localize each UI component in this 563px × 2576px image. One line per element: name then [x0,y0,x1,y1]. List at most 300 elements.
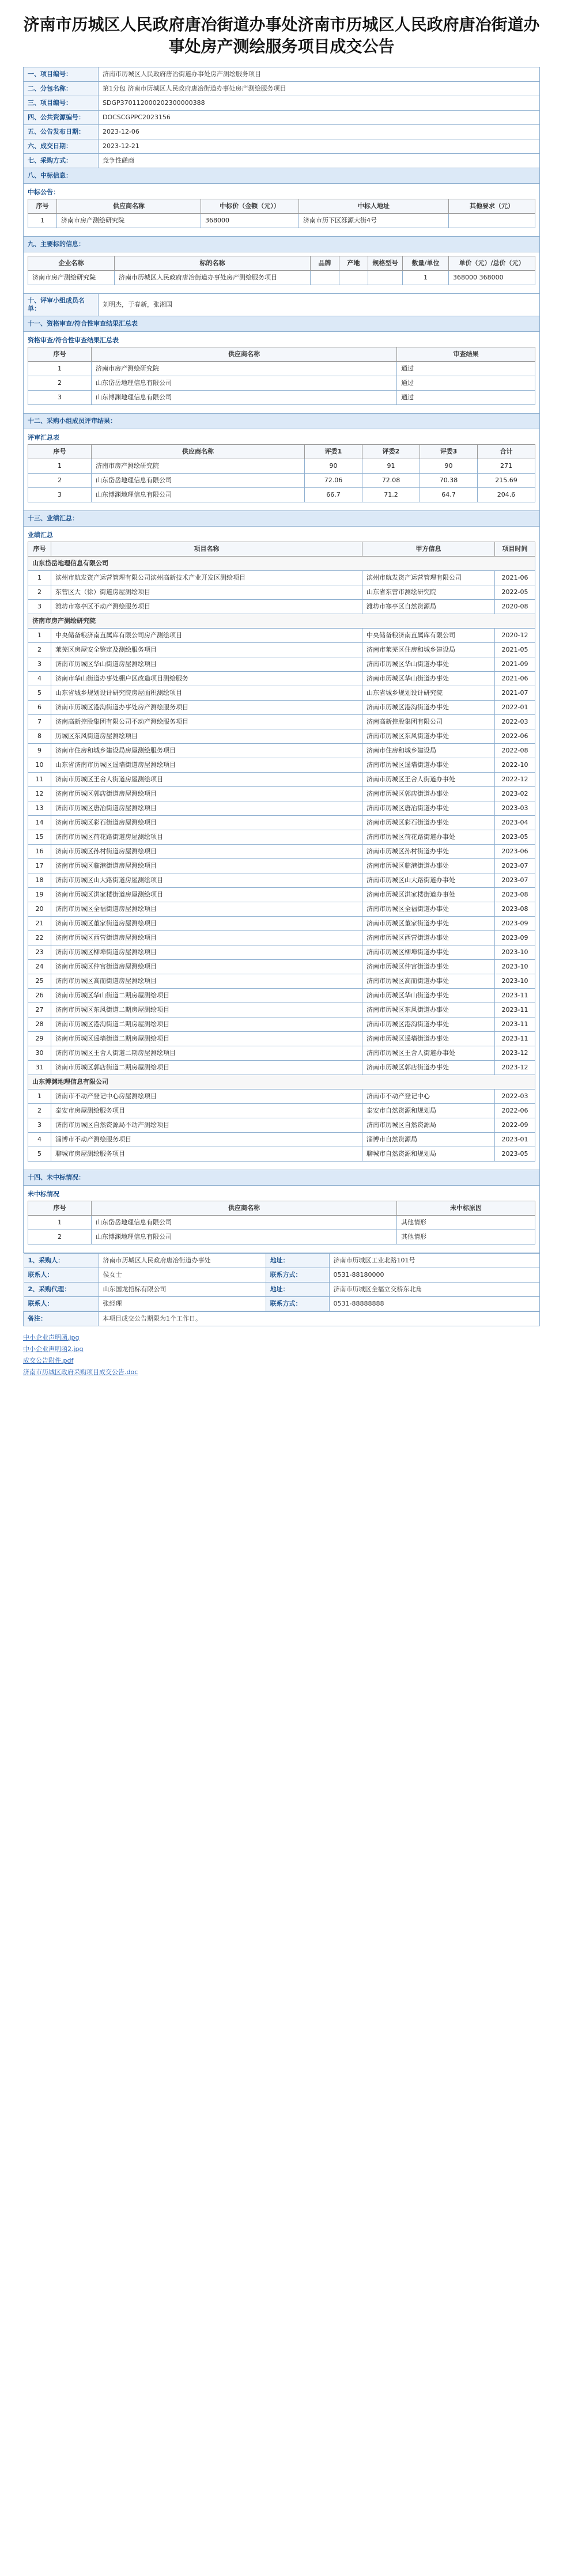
table-cell: 2023-06 [495,845,535,859]
table-cell: 2022-09 [495,1118,535,1133]
table-cell: 济南高新控股集团有限公司 [362,715,495,729]
table-cell: 14 [28,816,51,830]
table-cell: 济南市历城区荷花路街道办事处 [362,830,495,845]
table-row [28,376,535,391]
table-row [28,744,535,758]
table-cell: 2021-05 [495,643,535,657]
table-row [28,715,535,729]
table-cell: 济南市房产测绘研究院 [92,459,305,474]
table-row [28,1032,535,1046]
column-header: 供应商名称 [92,445,305,459]
table-cell: 26 [28,989,51,1003]
contact-value: 济南市历城区工业北路101号 [329,1254,539,1268]
column-header: 序号 [28,542,51,557]
table-cell: 济南市历城区郭店街道办事处 [362,787,495,801]
column-header: 产地 [339,256,368,271]
table-cell: 19 [28,888,51,902]
table-cell: 28 [28,1017,51,1032]
table-cell: 1 [403,271,449,285]
table-row [28,271,535,285]
info-value: 第1分包 济南市历城区人民政府唐冶街道办事处房产测绘服务项目 [99,82,540,96]
table-row [28,917,535,931]
losers-table [28,1201,535,1245]
table-cell: 通过 [397,391,535,405]
attachment-link[interactable]: 中小企业声明函2.jpg [23,1345,84,1353]
info-row [24,154,540,168]
table-header-row [28,347,535,362]
table-cell: 通过 [397,362,535,376]
award-table [28,199,535,228]
table-cell: 济南市历城区港沟街道办事处房产测绘服务项目 [51,701,362,715]
table-cell: 3 [28,657,51,672]
table-row [28,629,535,643]
info-value: 2023-12-06 [99,125,540,139]
basic-info [24,67,540,168]
info-row [24,125,540,139]
table-cell: 2023-10 [495,945,535,960]
table-cell: 11 [28,773,51,787]
table-header-row [28,199,535,214]
remark-label: 备注： [24,1312,99,1326]
table-cell: 2023-11 [495,1032,535,1046]
contact-label: 2、采购代理： [24,1283,99,1297]
table-cell: 5 [28,686,51,701]
table-cell: 济南市历城区临港街道办事处 [362,859,495,873]
table-cell: 济南市历城区王舍人街道房屋测绘项目 [51,773,362,787]
table-cell: 2021-09 [495,657,535,672]
table-row [28,931,535,945]
table-cell: 72.06 [305,474,362,488]
table-cell: 2022-12 [495,773,535,787]
group-name: 山东岱岳地理信息有限公司 [28,557,535,571]
performance-table [28,542,535,1162]
table-cell: 2022-08 [495,744,535,758]
contact-label: 地址： [266,1254,329,1268]
table-row [28,1216,535,1230]
table-cell: 其他情形 [397,1216,535,1230]
table-cell: 聊城市房屋测绘服务项目 [51,1147,362,1162]
table-cell: 济南市历城区高而街道房屋测绘项目 [51,974,362,989]
table-cell [449,214,535,228]
section-items-label: 九、主要标的信息： [24,237,540,252]
table-cell: 济南市房产测绘研究院 [57,214,201,228]
table-row [28,1147,535,1162]
contact-label: 1、采购人： [24,1254,99,1268]
attachment-link[interactable]: 成交公告附件.pdf [23,1357,74,1364]
table-row [28,816,535,830]
table-row [28,859,535,873]
table-cell: 23 [28,945,51,960]
table-row [28,686,535,701]
table-cell: 4 [28,1133,51,1147]
table-cell: 济南市历城区洪家楼街道房屋测绘项目 [51,888,362,902]
attachments-list [23,1326,540,1378]
table-row [28,1230,535,1245]
column-header: 甲方信息 [362,542,495,557]
column-header: 评委3 [420,445,478,459]
award-sub: 中标公告： [28,188,59,196]
table-cell: 1 [28,214,57,228]
table-cell: 历城区东风街道房屋测绘项目 [51,729,362,744]
table-cell: 368000 [201,214,299,228]
table-cell: 济南市不动产登记中心房屋测绘项目 [51,1090,362,1104]
table-row [28,571,535,585]
table-cell: 济南市历城区郭店街道办事处 [362,1061,495,1075]
table-cell: 济南市历城区郭店街道房屋测绘项目 [51,787,362,801]
table-cell: 2 [28,585,51,600]
page-title: 济南市历城区人民政府唐冶街道办事处济南市历城区人民政府唐冶街道办事处房产测绘服务项目成交公告 [23,15,540,56]
table-cell: 2 [28,474,92,488]
table-cell: 济南市历城区遥墙街道办事处 [362,758,495,773]
table-cell: 济南市历城区港沟街道办事处 [362,1017,495,1032]
table-row [28,488,535,502]
table-cell: 1 [28,571,51,585]
column-header: 序号 [28,347,92,362]
column-header: 审查结果 [397,347,535,362]
section-items [24,252,540,294]
table-cell: 1 [28,1216,92,1230]
column-header: 中标人地址 [299,199,449,214]
contacts-table [24,1253,540,1311]
table-cell: 济南市历城区王舍人街道办事处 [362,773,495,787]
info-label: 七、采购方式： [24,154,99,168]
table-cell: 通过 [397,376,535,391]
table-cell [368,271,403,285]
attachment-link[interactable]: 济南市历城区政府采购项目成交公告.doc [23,1368,138,1376]
table-cell: 济南市历城区西营街道房屋测绘项目 [51,931,362,945]
table-cell: 济南市历城区全福街道办事处 [362,902,495,917]
table-cell: 2023-01 [495,1133,535,1147]
table-cell: 2 [28,376,92,391]
table-cell: 2022-06 [495,1104,535,1118]
contact-value: 0531-88180000 [329,1268,539,1283]
info-value: SDGP370112000202300000388 [99,96,540,111]
table-cell: 济南市莱芜区住房和城乡建设局 [362,643,495,657]
table-cell: 济南市历城区遥墙街道二期房屋测绘项目 [51,1032,362,1046]
column-header: 标的名称 [115,256,311,271]
table-cell: 济南市历城区仲宫街道办事处 [362,960,495,974]
table-cell: 济南市历城区西营街道办事处 [362,931,495,945]
column-header: 项目名称 [51,542,362,557]
table-cell: 204.6 [478,488,535,502]
table-cell: 济南市历城区华山街道房屋测绘项目 [51,657,362,672]
table-cell: 淄博市不动产测绘服务项目 [51,1133,362,1147]
table-row [28,391,535,405]
table-cell: 13 [28,801,51,816]
table-cell: 山东岱岳地理信息有限公司 [92,474,305,488]
table-row [28,758,535,773]
table-header-row [28,256,535,271]
table-cell: 潍坊市寒亭区自然资源局 [362,600,495,614]
table-cell: 2023-02 [495,787,535,801]
attachment-link[interactable]: 中小企业声明函.jpg [23,1334,80,1341]
table-cell: 济南市历城区唐冶街道办事处 [362,801,495,816]
group-row [28,557,535,571]
table-row [28,600,535,614]
info-label: 六、成交日期： [24,139,99,154]
table-cell: 2020-08 [495,600,535,614]
contact-value: 济南市历城区全福立交桥东北角 [329,1283,539,1297]
table-cell: 山东省东营市测绘研究院 [362,585,495,600]
table-cell: 2023-03 [495,801,535,816]
table-cell: 济南市住房和城乡建设局房屋测绘服务项目 [51,744,362,758]
table-cell: 济南市历下区泺源大街4号 [299,214,449,228]
table-cell: 山东博渊地理信息有限公司 [92,391,397,405]
table-row [28,459,535,474]
table-cell: 济南市历城区港沟街道办事处 [362,701,495,715]
column-header: 供应商名称 [92,1201,397,1216]
table-row [28,787,535,801]
table-cell: 2023-04 [495,816,535,830]
table-cell: 济南市历城区王舍人街道二期房屋测绘项目 [51,1046,362,1061]
section-performance-label: 十三、业绩汇总： [24,511,540,527]
table-cell: 2021-06 [495,571,535,585]
table-cell: 6 [28,701,51,715]
column-header: 规格型号 [368,256,403,271]
contact-value: 张经理 [99,1297,266,1311]
table-cell: 66.7 [305,488,362,502]
table-cell: 7 [28,715,51,729]
table-cell: 2022-03 [495,1090,535,1104]
column-header: 序号 [28,1201,92,1216]
table-row [28,643,535,657]
table-cell: 215.69 [478,474,535,488]
table-cell: 2021-07 [495,686,535,701]
table-cell: 济南市历城区山大路街道房屋测绘项目 [51,873,362,888]
contact-row [24,1254,539,1268]
table-row [28,1090,535,1104]
table-cell: 济南市历城区孙村街道房屋测绘项目 [51,845,362,859]
contact-label: 联系方式： [266,1297,329,1311]
items-table [28,256,535,285]
section-scores [24,429,540,511]
info-label: 一、项目编号： [24,67,99,82]
section-performance [24,527,540,1170]
table-header-row [28,445,535,459]
column-header: 序号 [28,199,57,214]
table-cell: 济南市历城区董家街道房屋测绘项目 [51,917,362,931]
table-cell: 2023-05 [495,1147,535,1162]
table-cell: 济南市历城区全福街道房屋测绘项目 [51,902,362,917]
column-header: 评委1 [305,445,362,459]
info-row [24,82,540,96]
contact-value: 0531-88888888 [329,1297,539,1311]
column-header: 供应商名称 [57,199,201,214]
table-cell: 3 [28,600,51,614]
table-cell: 东营区大（徐）街道房屋测绘项目 [51,585,362,600]
table-cell: 2023-08 [495,902,535,917]
panel-members: 刘明杰，于春新，张湘国 [99,294,540,316]
info-label: 三、项目编号： [24,96,99,111]
losers-sub: 未中标情况 [28,1190,59,1198]
table-header-row [28,542,535,557]
table-cell: 济南市历城区华山街道二期房屋测绘项目 [51,989,362,1003]
table-cell: 2023-12 [495,1061,535,1075]
table-cell: 3 [28,391,92,405]
table-cell: 山东博渊地理信息有限公司 [92,488,305,502]
table-cell: 2023-12 [495,1046,535,1061]
table-row [28,902,535,917]
table-cell: 济南市历城区自然资源局不动产测绘项目 [51,1118,362,1133]
table-cell: 2021-06 [495,672,535,686]
table-cell: 中央储备粮济南直属库有限公司房产测绘项目 [51,629,362,643]
scores-sub: 评审汇总表 [28,434,59,441]
table-cell: 2023-09 [495,917,535,931]
table-row [28,214,535,228]
column-header: 其他要求（元） [449,199,535,214]
table-cell: 济南市历城区东风街道办事处 [362,1003,495,1017]
table-cell: 济南市历城区人民政府唐冶街道办事处房产测绘服务项目 [115,271,311,285]
table-cell: 济南市历城区高而街道办事处 [362,974,495,989]
table-row [28,1104,535,1118]
table-row [28,845,535,859]
table-cell: 9 [28,744,51,758]
table-cell: 济南市历城区山大路街道办事处 [362,873,495,888]
table-cell: 1 [28,459,92,474]
table-cell: 72.08 [362,474,420,488]
table-cell: 潍坊市寒亭区不动产测绘服务项目 [51,600,362,614]
table-cell: 2023-11 [495,1017,535,1032]
table-cell: 山东省城乡规划设计研究院房屋面积测绘项目 [51,686,362,701]
info-label: 五、公告发布日期： [24,125,99,139]
table-cell: 20 [28,902,51,917]
table-row [28,960,535,974]
table-cell: 莱芜区房屋安全鉴定及测绘服务项目 [51,643,362,657]
table-cell: 济南市住房和城乡建设局 [362,744,495,758]
table-cell: 淄博市自然资源局 [362,1133,495,1147]
table-cell: 济南市历城区临港街道房屋测绘项目 [51,859,362,873]
table-header-row [28,1201,535,1216]
column-header: 序号 [28,445,92,459]
table-cell: 其他情形 [397,1230,535,1245]
table-cell: 368000 368000 [449,271,535,285]
table-row [28,773,535,787]
section-review-label: 十一、资格审查/符合性审查结果汇总表 [24,316,540,332]
info-value: 2023-12-21 [99,139,540,154]
table-row [28,474,535,488]
table-row [28,1003,535,1017]
column-header: 中标价（金额（元）） [201,199,299,214]
info-row [24,96,540,111]
table-cell: 12 [28,787,51,801]
table-cell: 2023-07 [495,873,535,888]
table-cell: 济南市历城区遥墙街道办事处 [362,1032,495,1046]
table-cell [339,271,368,285]
table-cell: 泰安市自然资源和规划局 [362,1104,495,1118]
column-header: 项目时间 [495,542,535,557]
contact-value: 济南市历城区人民政府唐冶街道办事处 [99,1254,266,1268]
table-row [28,672,535,686]
panel-label: 十、评审小组成员名单： [24,294,99,316]
table-cell: 济南市历城区华山街道办事处 [362,989,495,1003]
table-cell: 滨州市航发资产运营管理有限公司滨州高新技术产业开发区测绘项目 [51,571,362,585]
table-row [28,1061,535,1075]
table-cell: 济南市历城区东风街道二期房屋测绘项目 [51,1003,362,1017]
column-header: 品牌 [311,256,339,271]
table-cell [311,271,339,285]
column-header: 数量/单位 [403,256,449,271]
table-cell: 济南市历城区华山街道办事处 [362,657,495,672]
table-cell: 2022-10 [495,758,535,773]
table-cell: 27 [28,1003,51,1017]
table-cell: 90 [305,459,362,474]
table-row [28,888,535,902]
table-cell: 济南市历城区王舍人街道办事处 [362,1046,495,1061]
table-cell: 2 [28,1104,51,1118]
table-cell: 济南市历城区港沟街道二期房屋测绘项目 [51,1017,362,1032]
table-cell: 济南市历城区董家街道办事处 [362,917,495,931]
section-losers [24,1186,540,1253]
table-cell: 济南市华山街道办事处棚户区改造项目测绘服务 [51,672,362,686]
table-cell: 91 [362,459,420,474]
table-row [28,873,535,888]
table-cell: 滨州市航发资产运营管理有限公司 [362,571,495,585]
group-name: 山东博渊地理信息有限公司 [28,1075,535,1090]
table-cell: 2023-09 [495,931,535,945]
table-cell: 5 [28,1147,51,1162]
contact-value: 侯女士 [99,1268,266,1283]
table-cell: 2023-05 [495,830,535,845]
group-row [28,614,535,629]
column-header: 企业名称 [28,256,115,271]
table-cell: 济南市历城区洪家楼街道办事处 [362,888,495,902]
table-cell: 4 [28,672,51,686]
table-row [28,362,535,376]
group-row [28,1075,535,1090]
table-cell: 山东岱岳地理信息有限公司 [92,1216,397,1230]
table-cell: 16 [28,845,51,859]
table-cell: 济南市房产测绘研究院 [92,362,397,376]
table-cell: 25 [28,974,51,989]
info-label: 二、分包名称： [24,82,99,96]
table-row [28,989,535,1003]
table-row [28,1118,535,1133]
table-row [28,701,535,715]
info-value: 竞争性磋商 [99,154,540,168]
table-cell: 22 [28,931,51,945]
scores-table [28,444,535,502]
table-cell: 2023-11 [495,1003,535,1017]
column-header: 合计 [478,445,535,459]
section-scores-label: 十二、采购小组成员评审结果： [24,414,540,429]
contact-value: 山东国龙招标有限公司 [99,1283,266,1297]
contact-row [24,1283,539,1297]
table-cell: 30 [28,1046,51,1061]
table-cell: 2022-03 [495,715,535,729]
table-cell: 15 [28,830,51,845]
table-row [28,1017,535,1032]
table-cell: 济南高新控股集团有限公司不动产测绘服务项目 [51,715,362,729]
info-row [24,139,540,154]
table-cell: 2023-08 [495,888,535,902]
column-header: 供应商名称 [92,347,397,362]
table-cell: 90 [420,459,478,474]
contact-label: 联系人： [24,1297,99,1311]
table-cell: 济南市历城区荷花路街道房屋测绘项目 [51,830,362,845]
table-row [28,830,535,845]
table-cell: 济南市历城区孙村街道办事处 [362,845,495,859]
table-cell: 济南市历城区华山街道办事处 [362,672,495,686]
column-header: 未中标原因 [397,1201,535,1216]
table-cell: 1 [28,629,51,643]
group-name: 济南市房产测绘研究院 [28,614,535,629]
info-row [24,111,540,125]
contact-label: 地址： [266,1283,329,1297]
table-cell: 1 [28,1090,51,1104]
table-row [28,1046,535,1061]
table-cell: 24 [28,960,51,974]
section-award [24,184,540,237]
